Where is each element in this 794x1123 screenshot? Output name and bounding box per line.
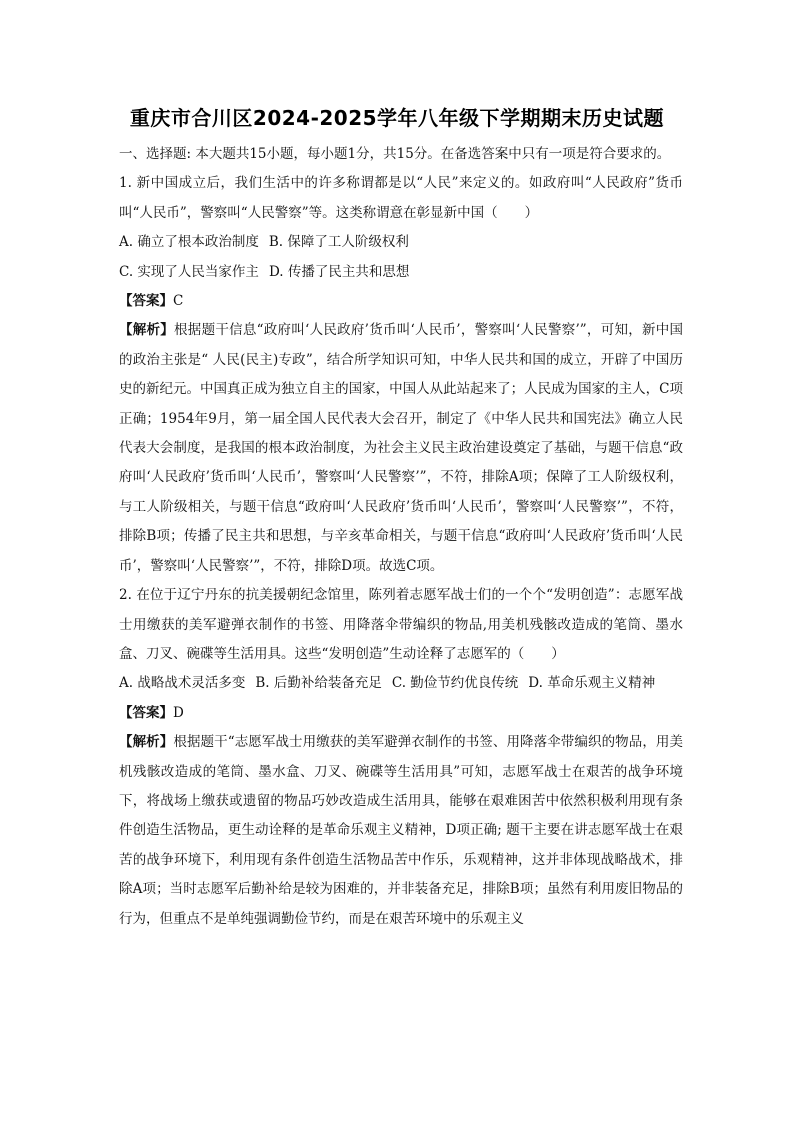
question-2-option-a: A. 战略战术灵活多变 xyxy=(119,675,246,692)
question-2-analysis-label: 【解析】 xyxy=(119,734,174,751)
question-2-option-c: C. 勤俭节约优良传统 xyxy=(391,675,519,692)
question-1-answer xyxy=(119,287,683,316)
question-2-answer-label: 【答案】 xyxy=(119,704,173,721)
question-1-stem: 1. 新中国成立后，我们生活中的许多称谓都是以“人民”来定义的。如政府叫“人民政府”货币叫“人民币”，警察叫“人民警察”等。这类称谓意在彰显新中国（ ） xyxy=(119,175,683,221)
question-1-analysis-text: 根据题干信息“政府叫‘人民政府’货币叫‘人民币’，警察叫‘人民警察’”，可知，新中国的政治主张是“ 人民(民主)专政”，结合所学知识可知，中华人民共和国的成立，开辟了中国历史的新纪元。中国真正成为独立自主的国家，中国人从此站起来了；人民成为国家的主人，C项正确；1954年9月，第一届全国人民代表大会召开，制定了《中华人民共和国宪法》确立人民代表大会制度，是我国的根本政治制度，为社会主义民主政治建设奠定了基础，与题干信息“政府叫‘人民政府’货币叫‘人民币’，警察叫‘人民警察’”，不符，排除A项；保障了工人阶级权利，与工人阶级相关，与题干信息“政府叫‘人民政府’货币叫‘人民币’，警察叫‘人民警察’”，不符，排除B项；传播了民主共和思想，与辛亥革命相关，与题干信息“政府叫‘人民政府’货币叫‘人民币’，警察叫‘人民警察’”，不符，排除D项。故选C项。 xyxy=(119,322,683,574)
question-2-options-row xyxy=(119,669,683,698)
question-1-options-row-2 xyxy=(119,258,683,287)
question-1-analysis-label: 【解析】 xyxy=(119,322,175,339)
question-2-analysis-text: 根据题干“志愿军战士用缴获的美军避弹衣制作的书签、用降落伞带编织的物品，用美机残骸改造成的笔筒、墨水盒、刀叉、碗碟等生活用具”可知，志愿军战士在艰苦的战争环境下，将战场上缴获或遗留的物品巧妙改造成生活用具，能够在艰难困苦中依然积极利用现有条件创造生活物品，更生动诠释的是革命乐观主义精神，D项正确; 题干主要在讲志愿军战士在艰苦的战争环境下，利用现有条件创造生活物品苦中作乐，乐观精神，这并非体现战略战术，排除A项；当时志愿军后勤补给是较为困难的，并非装备充足，排除B项；虽然有利用废旧物品的行为，但重点不是单纯强调勤俭节约，而是在艰苦环境中的乐观主义 xyxy=(119,734,684,927)
question-1-option-a: A. 确立了根本政治制度 xyxy=(119,234,259,251)
question-1-option-c: C. 实现了人民当家作主 xyxy=(119,263,259,280)
question-1-option-d: D. 传播了民主共和思想 xyxy=(268,263,410,280)
question-2-answer-value: D xyxy=(173,704,184,721)
document-body xyxy=(119,140,683,934)
section-header: 一、选择题: 本大题共15小题，每小题1分，共15分。在备选答案中只有一项是符合要求的。 xyxy=(119,146,671,162)
page-title: 重庆市合川区2024-2025学年八年级下学期期末历史试题 xyxy=(129,106,665,130)
question-1-analysis xyxy=(119,316,683,581)
question-1-answer-value: C xyxy=(173,293,184,310)
question-2-option-b: B. 后勤补给装备充足 xyxy=(255,675,382,692)
question-2-option-d: D. 革命乐观主义精神 xyxy=(528,675,656,692)
question-1-option-b: B. 保障了工人阶级权利 xyxy=(268,234,409,251)
question-2-answer xyxy=(119,699,683,728)
question-1-answer-label: 【答案】 xyxy=(119,293,173,310)
question-1-options-row-1 xyxy=(119,228,683,257)
question-2-stem: 2. 在位于辽宁丹东的抗美援朝纪念馆里，陈列着志愿军战士们的一个个“发明创造”：志愿军战士用缴获的美军避弹衣制作的书签、用降落伞带编织的物品,用美机残骸改造成的笔筒、墨水盒、刀叉、碗碟等生活用具。这些“发明创造”生动诠释了志愿军的（ ） xyxy=(119,587,683,662)
question-2-analysis xyxy=(119,728,683,934)
